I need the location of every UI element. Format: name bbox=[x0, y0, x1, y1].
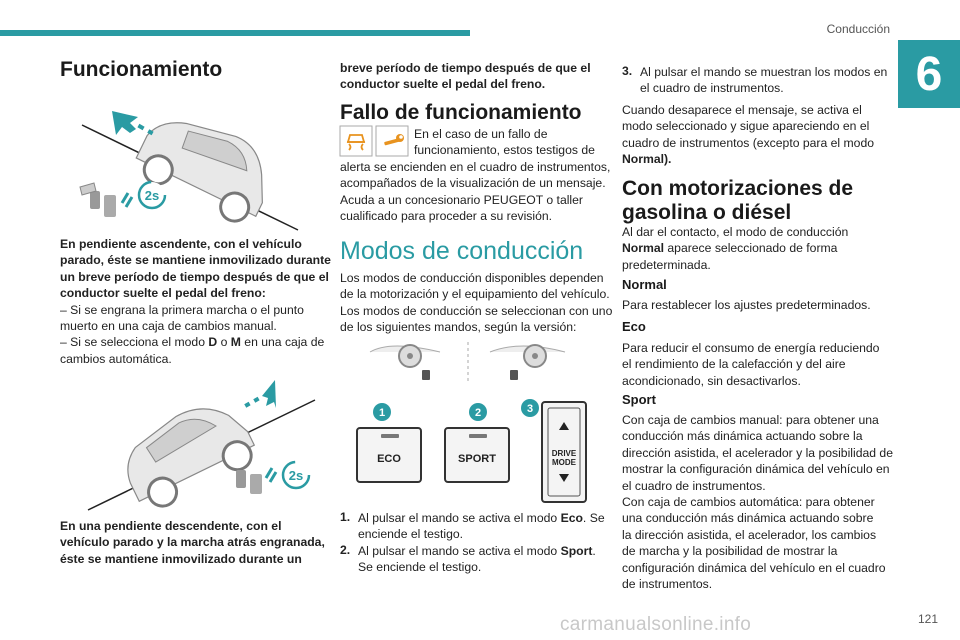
subheading-eco: Eco bbox=[622, 319, 646, 334]
arrow-up-left-icon bbox=[112, 111, 154, 135]
fault-paragraph-first: En el caso de un fallo de funcionamiento, estos testigos de bbox=[414, 127, 595, 158]
timer-badge bbox=[283, 462, 309, 488]
drive-mode-button bbox=[521, 399, 586, 502]
arrow-up-right-icon bbox=[244, 380, 276, 408]
downhill-car-illustration bbox=[60, 378, 310, 513]
eco-button bbox=[357, 403, 421, 482]
list-item-drive-mode: Al pulsar el mando se muestran los modos en el cuadro de instrumentos. bbox=[640, 65, 888, 96]
sport-paragraph: Con caja de cambios manual: para obtener una conducción más dinámica actuando sobre la dirección asistida, el acelerador y la posibilidad de mostrar la configuración dinámica del vehículo en el cuadro de instrumentos. Con caja de cambios automática: para obtener una conducción más dinámica actuando sobre la dirección asistida, el acelerador, los cambios de marcha y la posibilidad de mostrar la configuración dinámica del vehículo en el cuadro de instrumentos. bbox=[622, 413, 893, 592]
engine-paragraph: Al dar el contacto, el modo de conducción Normal aparece seleccionado de forma predeterminada. bbox=[622, 225, 849, 272]
heading-motorizaciones: Con motorizaciones de gasolina o diésel bbox=[622, 177, 854, 225]
list-item-eco: Al pulsar el mando se activa el modo Eco. Se enciende el testigo. bbox=[358, 511, 605, 542]
chapter-tab: 6 bbox=[898, 40, 960, 108]
badge-2s-text: 2s bbox=[144, 188, 160, 203]
list-item-sport: Al pulsar el mando se activa el modo Sport. Se enciende el testigo. bbox=[358, 544, 596, 575]
heading-fallo: Fallo de funcionamiento bbox=[340, 101, 582, 124]
normal-paragraph: Para restablecer los ajustes predeterminados. bbox=[622, 298, 871, 312]
watermark-text: carmanualsonline.info bbox=[560, 614, 752, 635]
timer-badge bbox=[139, 182, 165, 208]
warning-lamps-icons bbox=[340, 126, 410, 158]
steering-wheel-left bbox=[370, 345, 440, 380]
header-accent-bar bbox=[0, 30, 470, 36]
car-silhouette bbox=[130, 101, 284, 230]
mode-buttons-illustration bbox=[352, 400, 588, 504]
release-arrows-icon bbox=[266, 468, 276, 482]
steering-wheel-right bbox=[490, 345, 565, 380]
subheading-sport: Sport bbox=[622, 392, 656, 407]
svg-text:ECO: ECO bbox=[377, 453, 401, 465]
list-number: 3. bbox=[622, 64, 633, 78]
pedal-icon bbox=[80, 183, 116, 217]
fault-paragraph-rest: alerta se encienden en el cuadro de instrumentos, acompañados de la visualización de un mensaje. Acuda a un concesionario PEUGEOT o taller cualificado para proceder a su revisión. bbox=[340, 160, 611, 224]
release-arrows-icon bbox=[122, 193, 132, 207]
uphill-paragraph: En pendiente ascendente, con el vehículo parado, éste se mantiene inmovilizado durante un breve período de tiempo después de que el conductor suelte el pedal del freno: – Si se engrana la primera marcha o el punto muerto en una caja de cambios manual. – Si se selecciona el modo D o M en una caja de cambios automática. bbox=[60, 237, 331, 366]
heading-funcionamiento: Funcionamiento bbox=[60, 58, 223, 81]
downhill-paragraph: En una pendiente descendente, con el vehículo parado y la marcha atrás engranada, éste se mantiene inmovilizado durante un bbox=[60, 519, 325, 566]
car-silhouette bbox=[113, 391, 261, 516]
section-title: Conducción bbox=[826, 22, 890, 36]
pedal-icon bbox=[236, 470, 262, 494]
svg-text:3: 3 bbox=[526, 403, 534, 415]
modes-paragraph: Los modos de conducción disponibles dependen de la motorización y el equipamiento del vehículo. Los modos de conducción se seleccionan con uno de los siguientes mandos, según la versión: bbox=[340, 271, 613, 335]
svg-text:DRIVE: DRIVE bbox=[551, 449, 577, 458]
svg-text:1: 1 bbox=[378, 407, 386, 419]
heading-modos: Modos de conducción bbox=[340, 237, 584, 265]
subheading-normal: Normal bbox=[622, 277, 667, 292]
message-paragraph: Cuando desaparece el mensaje, se activa el modo seleccionado y sigue apareciendo en el cuadro de instrumentos (excepto para el modo Normal). bbox=[622, 103, 875, 167]
continuation-paragraph: breve período de tiempo después de que el conductor suelte el pedal del freno. bbox=[340, 61, 591, 92]
svg-text:SPORT: SPORT bbox=[458, 453, 496, 465]
list-number: 2. bbox=[340, 543, 351, 557]
steering-wheel-illustration bbox=[360, 340, 580, 385]
uphill-car-illustration bbox=[60, 95, 310, 235]
svg-text:MODE: MODE bbox=[552, 458, 576, 467]
page-number: 121 bbox=[917, 612, 938, 626]
badge-2s-text: 2s bbox=[288, 468, 304, 483]
sport-button bbox=[445, 403, 509, 482]
svg-text:2: 2 bbox=[474, 407, 482, 419]
eco-paragraph: Para reducir el consumo de energía reduciendo el rendimiento de la calefacción y del aire acondicionado, sin desactivarlos. bbox=[622, 341, 880, 388]
list-number: 1. bbox=[340, 510, 351, 524]
